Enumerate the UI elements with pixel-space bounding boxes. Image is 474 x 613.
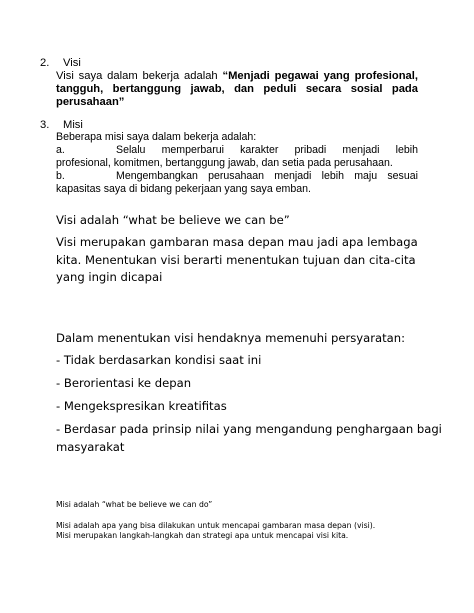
misi-intro: Beberapa misi saya dalam bekerja adalah:	[56, 131, 257, 143]
requirement-item-3: - Mengekspresikan kreatifitas	[56, 399, 227, 413]
misi-item-a-marker: a.	[56, 144, 65, 156]
misi-notes-line-1: Misi adalah apa yang bisa dilakukan untuk mencapai gambaran masa depan (visi).	[56, 521, 376, 530]
misi-item-b-rest: kapasitas saya di bidang pekerjaan yang saya emban.	[56, 183, 312, 195]
misi-title: Misi	[63, 119, 83, 131]
visi-definition-line-3: yang ingin dicapai	[56, 270, 163, 284]
requirements-intro: Dalam menentukan visi hendaknya memenuhi persyaratan:	[56, 331, 406, 345]
visi-intro: Visi saya dalam bekerja adalah	[56, 70, 218, 82]
misi-item-b-first-line: Mengembangkan perusahaan menjadi lebih maju sesuai	[116, 170, 418, 182]
visi-definition-line-2: kita. Menentukan visi berarti menentukan tujuan dan cita-cita	[56, 252, 416, 267]
misi-item-b-marker: b.	[56, 170, 65, 182]
visi-quote-line-1: “Menjadi pegawai yang profesional,	[222, 70, 418, 82]
visi-number: 2.	[40, 57, 50, 69]
misi-item-b	[56, 170, 418, 196]
visi-title: Visi	[63, 57, 81, 69]
misi-notes-line-2: Misi merupakan langkah-langkah dan strategi apa untuk mencapai visi kita.	[56, 531, 349, 540]
misi-notes-heading: Misi adalah “what be believe we can do”	[56, 500, 213, 509]
visi-definition-paragraph	[56, 234, 418, 287]
misi-notes-paragraph	[56, 521, 375, 541]
requirement-item-1: - Tidak berdasarkan kondisi saat ini	[56, 353, 262, 367]
misi-item-a-rest: profesional, komitmen, bertanggung jawab, dan setia pada perusahaan.	[56, 157, 393, 169]
misi-item-a	[56, 144, 418, 170]
visi-definition-line-1: Visi merupakan gambaran masa depan mau jadi apa lembaga	[56, 235, 418, 249]
requirement-item-2: - Berorientasi ke depan	[56, 376, 192, 390]
visi-statement	[56, 70, 418, 109]
misi-item-a-first-line: Selalu memperbarui karakter pribadi menjadi lebih	[116, 144, 418, 156]
requirement-item-4	[56, 421, 442, 456]
visi-statement-line-1	[56, 70, 418, 83]
misi-number: 3.	[40, 119, 50, 131]
visi-quote-line-2: tangguh, bertanggung jawab, dan peduli secara sosial pada	[56, 83, 418, 95]
requirement-item-4-line-2: masyarakat	[56, 439, 125, 454]
requirement-item-4-line-1: - Berdasar pada prinsip nilai yang mengandung penghargaan bagi	[56, 422, 442, 436]
visi-definition-heading: Visi adalah “what be believe we can be”	[56, 213, 290, 227]
visi-quote-line-3: perusahaan”	[56, 96, 125, 108]
